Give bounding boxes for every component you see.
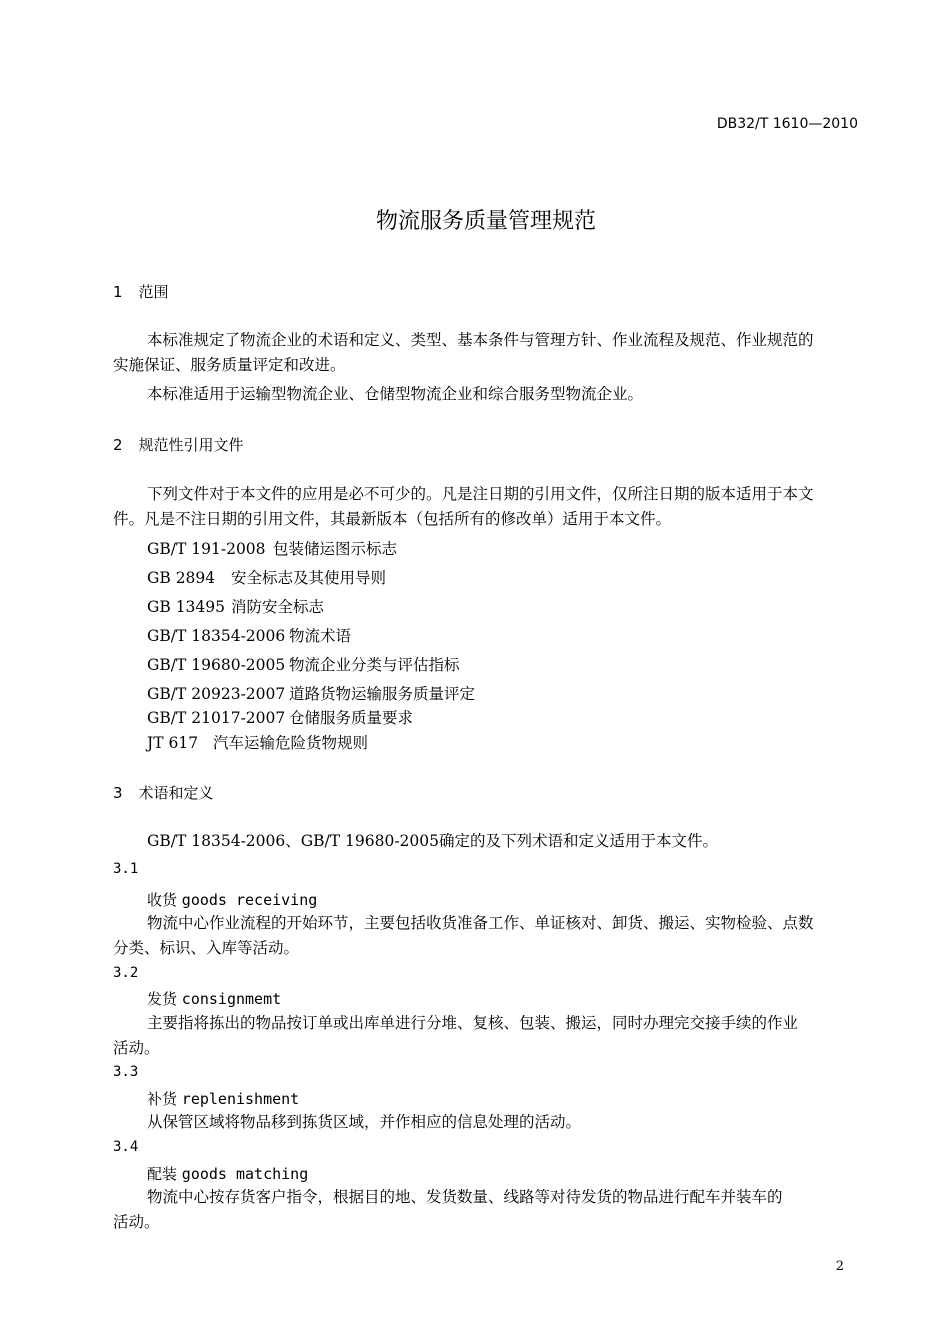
term-definition: 分类、标识、入库等活动。: [113, 939, 300, 957]
reference-code: GB 2894: [147, 569, 216, 587]
term-definition: 活动。: [113, 1039, 160, 1057]
paragraph: 下列文件对于本文件的应用是必不可少的。凡是注日期的引用文件，仅所注日期的版本适用于本文: [147, 485, 814, 503]
reference-code: JT 617: [147, 734, 199, 752]
paragraph: 实施保证、服务质量评定和改进。: [113, 356, 346, 374]
reference-code: GB/T 191-2008: [147, 540, 266, 558]
term-zh: 收货: [147, 891, 178, 909]
term-definition: 从保管区域将物品移到拣货区域，并作相应的信息处理的活动。: [147, 1113, 582, 1131]
reference-code: GB/T 20923-2007: [147, 685, 286, 703]
reference-name: 汽车运输危险货物规则: [213, 734, 369, 752]
term-number: 3.4: [113, 1139, 139, 1155]
reference-code: GB/T 18354-2006: [147, 627, 286, 645]
term-definition: 物流中心作业流程的开始环节，主要包括收货准备工作、单证核对、卸货、搬运、实物检验、点数: [147, 914, 814, 932]
reference-name: 包装储运图示标志: [273, 540, 398, 558]
reference-item: [147, 731, 368, 753]
term-title: [147, 1163, 308, 1184]
reference-name: 消防安全标志: [231, 598, 325, 616]
term-definition: 主要指将拣出的物品按订单或出库单进行分堆、复核、包装、搬运，同时办理完交接手续的作业: [147, 1014, 799, 1032]
paragraph: 本标准适用于运输型物流企业、仓储型物流企业和综合服务型物流企业。: [147, 385, 644, 403]
term-definition: 活动。: [113, 1213, 160, 1231]
section-title: 范围: [138, 283, 169, 301]
reference-item: [147, 566, 386, 588]
section-title: 规范性引用文件: [138, 436, 244, 454]
reference-name: 道路货物运输服务质量评定: [289, 685, 476, 703]
section-number: 2: [113, 436, 123, 454]
term-number: 3.3: [113, 1064, 139, 1080]
section-1-heading: [113, 281, 169, 302]
reference-item: [147, 706, 413, 728]
reference-item: [147, 624, 351, 646]
term-number: 3.1: [113, 861, 139, 877]
term-zh: 配装: [147, 1165, 178, 1183]
term-title: [147, 1088, 299, 1109]
term-definition: 物流中心按存货客户指令，根据目的地、发货数量、线路等对待发货的物品进行配车并装车的: [147, 1188, 783, 1206]
doc-number: DB32/T 1610—2010: [716, 116, 858, 132]
section-2-heading: [113, 434, 244, 455]
paragraph: 本标准规定了物流企业的术语和定义、类型、基本条件与管理方针、作业流程及规范、作业规范的: [147, 331, 814, 349]
section-3-heading: [113, 782, 214, 803]
page-number: 2: [835, 1259, 844, 1274]
reference-item: [147, 653, 460, 675]
term-title: [147, 988, 281, 1009]
reference-code: GB 13495: [147, 598, 226, 616]
section-number: 3: [113, 784, 123, 802]
reference-item: [147, 682, 475, 704]
paragraph: 件。凡是不注日期的引用文件，其最新版本（包括所有的修改单）适用于本文件。: [113, 510, 672, 528]
reference-code: GB/T 21017-2007: [147, 709, 286, 727]
term-zh: 补货: [147, 1090, 178, 1108]
reference-item: [147, 595, 324, 617]
term-number: 3.2: [113, 965, 139, 981]
reference-item: [147, 537, 397, 559]
paragraph: GB/T 18354-2006、GB/T 19680-2005确定的及下列术语和定义适用于本文件。: [147, 832, 719, 850]
page-title: 物流服务质量管理规范: [375, 209, 596, 234]
reference-name: 物流术语: [289, 627, 352, 645]
section-number: 1: [113, 283, 123, 301]
term-en: goods matching: [181, 1165, 309, 1183]
reference-code: GB/T 19680-2005: [147, 656, 286, 674]
section-title: 术语和定义: [138, 784, 214, 802]
reference-name: 仓储服务质量要求: [289, 709, 414, 727]
term-en: replenishment: [181, 1090, 300, 1108]
reference-name: 安全标志及其使用导则: [231, 569, 387, 587]
term-en: goods receiving: [181, 891, 318, 909]
term-en: consignmemt: [181, 990, 282, 1008]
reference-name: 物流企业分类与评估指标: [289, 656, 460, 674]
term-zh: 发货: [147, 990, 178, 1008]
term-title: [147, 889, 317, 910]
